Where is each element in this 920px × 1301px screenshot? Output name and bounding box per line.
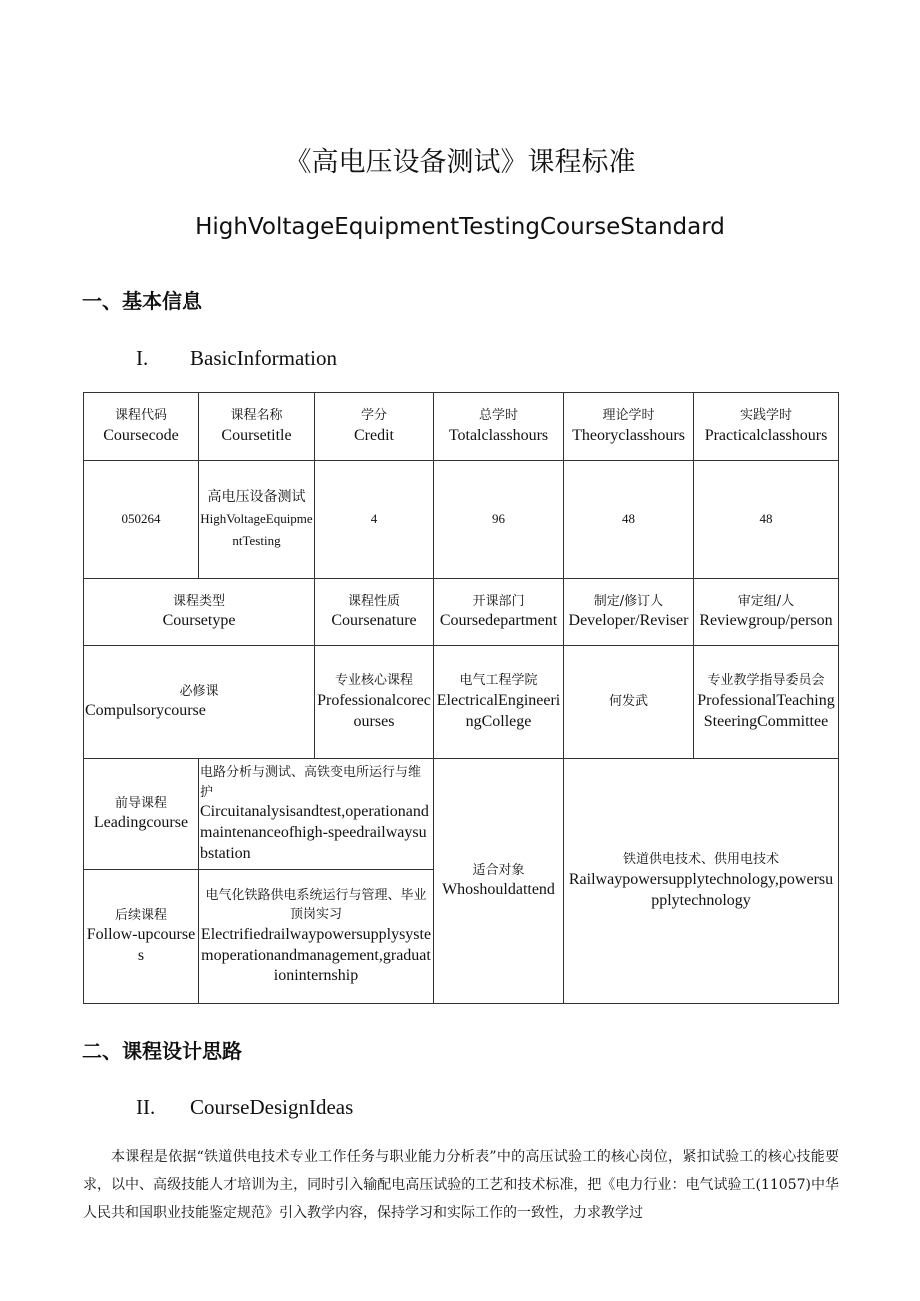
document-title-en: HighVoltageEquipmentTestingCourseStandard: [195, 214, 725, 240]
section-1-number: I.: [136, 346, 149, 370]
label-cn: 实践学时: [739, 408, 792, 424]
course-code-value: [84, 461, 199, 579]
paragraph-text: 本课程是依据“铁道供电技术专业工作任务与职业能力分析表”中的高压试验工的核心岗位，紧扣试验工的核心技能要求，以中、高级技能人才培训为主，同时引入输配电高压试验的工艺和技术标准，把《电力行业：电气试验工(11057)中华人民共和国职业技能鉴定规范》引入教学内容，保持学习和实际工作的一致性，力求教学过: [83, 1149, 839, 1221]
label-cn: 制定/修订人: [593, 593, 664, 609]
label-en: Coursenature: [331, 612, 417, 630]
label-cn: 课程类型: [172, 593, 225, 609]
practical-hours-value: [694, 461, 839, 579]
value-en: Railwaypowersupplytechnology,powersupplytechnology: [568, 870, 834, 909]
label-en: Reviewgroup/person: [699, 612, 833, 630]
label-cn: 课程性质: [347, 593, 400, 609]
label-en: Totalclasshours: [448, 426, 549, 444]
leading-course-value: [199, 759, 434, 870]
header-course-type: [84, 579, 315, 646]
label-en: Practicalclasshours: [704, 426, 828, 444]
section-2-heading-en: [136, 1095, 353, 1120]
total-hours-value: [434, 461, 564, 579]
label-cn: 适合对象: [472, 862, 525, 878]
who-should-attend-value: [564, 759, 839, 1004]
label-en: Coursecode: [103, 426, 179, 444]
header-total-hours: [434, 393, 564, 461]
value: 96: [492, 511, 505, 527]
label-cn: 学分: [360, 408, 387, 424]
section-1-heading-en: [136, 346, 337, 371]
value: 48: [759, 511, 773, 527]
course-type-value: [84, 646, 315, 759]
header-course-title: [199, 393, 315, 461]
label-en: Coursetype: [162, 612, 236, 630]
value-en: Compulsorycourse: [85, 702, 206, 720]
value: 050264: [121, 511, 161, 527]
document-title-cn: 《高电压设备测试》课程标准: [284, 147, 636, 178]
theory-hours-value: [564, 461, 694, 579]
label-en: Whoshouldattend: [442, 881, 555, 899]
value-en: HighVoltageEquipmentTesting: [200, 510, 313, 548]
header-leading-course: [84, 759, 199, 870]
basic-info-table: [83, 392, 839, 1004]
value-cn: 高电压设备测试: [207, 488, 306, 505]
value-cn: 专业教学指导委员会: [707, 673, 825, 689]
credit-value: [315, 461, 434, 579]
header-course-code: [84, 393, 199, 461]
label-cn: 课程名称: [230, 408, 283, 424]
value-en: Circuitanalysisandtest,operationandmaintenanceofhigh-speedrailwaysubstation: [200, 803, 429, 862]
value-en: Electrifiedrailwaypowersupplysystemoperationandmanagement,graduationinternship: [200, 925, 432, 985]
value-cn: 必修课: [179, 683, 219, 699]
label-cn: 后续课程: [114, 907, 167, 923]
header-practical-hours: [694, 393, 839, 461]
label-cn: 审定组/人: [737, 593, 795, 609]
value-cn: 何发武: [608, 694, 648, 710]
section-2-heading-cn: 二、课程设计思路: [82, 1039, 242, 1063]
label-en: Credit: [354, 426, 394, 444]
value-cn: 铁道供电技术、供用电技术: [622, 852, 779, 868]
table-row-values: [84, 461, 839, 579]
table-header-row: [84, 393, 839, 461]
header-follow-up-courses: [84, 870, 199, 1004]
section-1-heading-cn: 一、基本信息: [82, 289, 202, 313]
label-cn: 总学时: [478, 408, 518, 424]
value-cn: 电气工程学院: [459, 673, 538, 689]
section-2-title-en: CourseDesignIdeas: [190, 1095, 354, 1119]
label-cn: 开课部门: [472, 593, 525, 609]
value-en: ElectricalEngineeringCollege: [436, 691, 561, 730]
section-2-number: II.: [136, 1095, 156, 1119]
developer-value: [564, 646, 694, 759]
course-nature-value: [315, 646, 434, 759]
value-cn: 电气化铁路供电系统运行与管理、毕业顶岗实习: [205, 887, 427, 923]
label-cn: 前导课程: [114, 795, 167, 811]
review-group-value: [694, 646, 839, 759]
value: 48: [622, 511, 635, 527]
course-department-value: [434, 646, 564, 759]
header-course-nature: [315, 579, 434, 646]
header-theory-hours: [564, 393, 694, 461]
header-course-department: [434, 579, 564, 646]
table-header-row-2: [84, 579, 839, 646]
header-review-group: [694, 579, 839, 646]
label-en: Theoryclasshours: [572, 426, 685, 444]
label-cn: 课程代码: [114, 408, 167, 424]
value-en: ProfessionalTeachingSteeringCommittee: [697, 691, 835, 730]
label-en: Developer/Reviser: [568, 612, 689, 630]
header-developer: [564, 579, 694, 646]
label-en: Follow-upcourses: [86, 926, 196, 965]
label-en: Leadingcourse: [93, 814, 189, 832]
table-row-values-2: [84, 646, 839, 759]
follow-up-courses-value: [199, 870, 434, 1004]
table-row-leading: [84, 759, 839, 870]
value: 4: [370, 511, 378, 527]
header-who-should-attend: [434, 759, 564, 1004]
header-credit: [315, 393, 434, 461]
label-en: Coursetitle: [221, 426, 292, 444]
label-en: Coursedepartment: [439, 612, 558, 630]
label-cn: 理论学时: [602, 408, 655, 424]
value-en: Professionalcorecourses: [317, 691, 431, 730]
section-1-title-en: BasicInformation: [190, 346, 337, 370]
course-design-paragraph: [83, 1143, 839, 1227]
value-cn: 电路分析与测试、高铁变电所运行与维护: [200, 765, 422, 800]
value-cn: 专业核心课程: [334, 673, 413, 689]
course-title-value: [199, 461, 315, 579]
